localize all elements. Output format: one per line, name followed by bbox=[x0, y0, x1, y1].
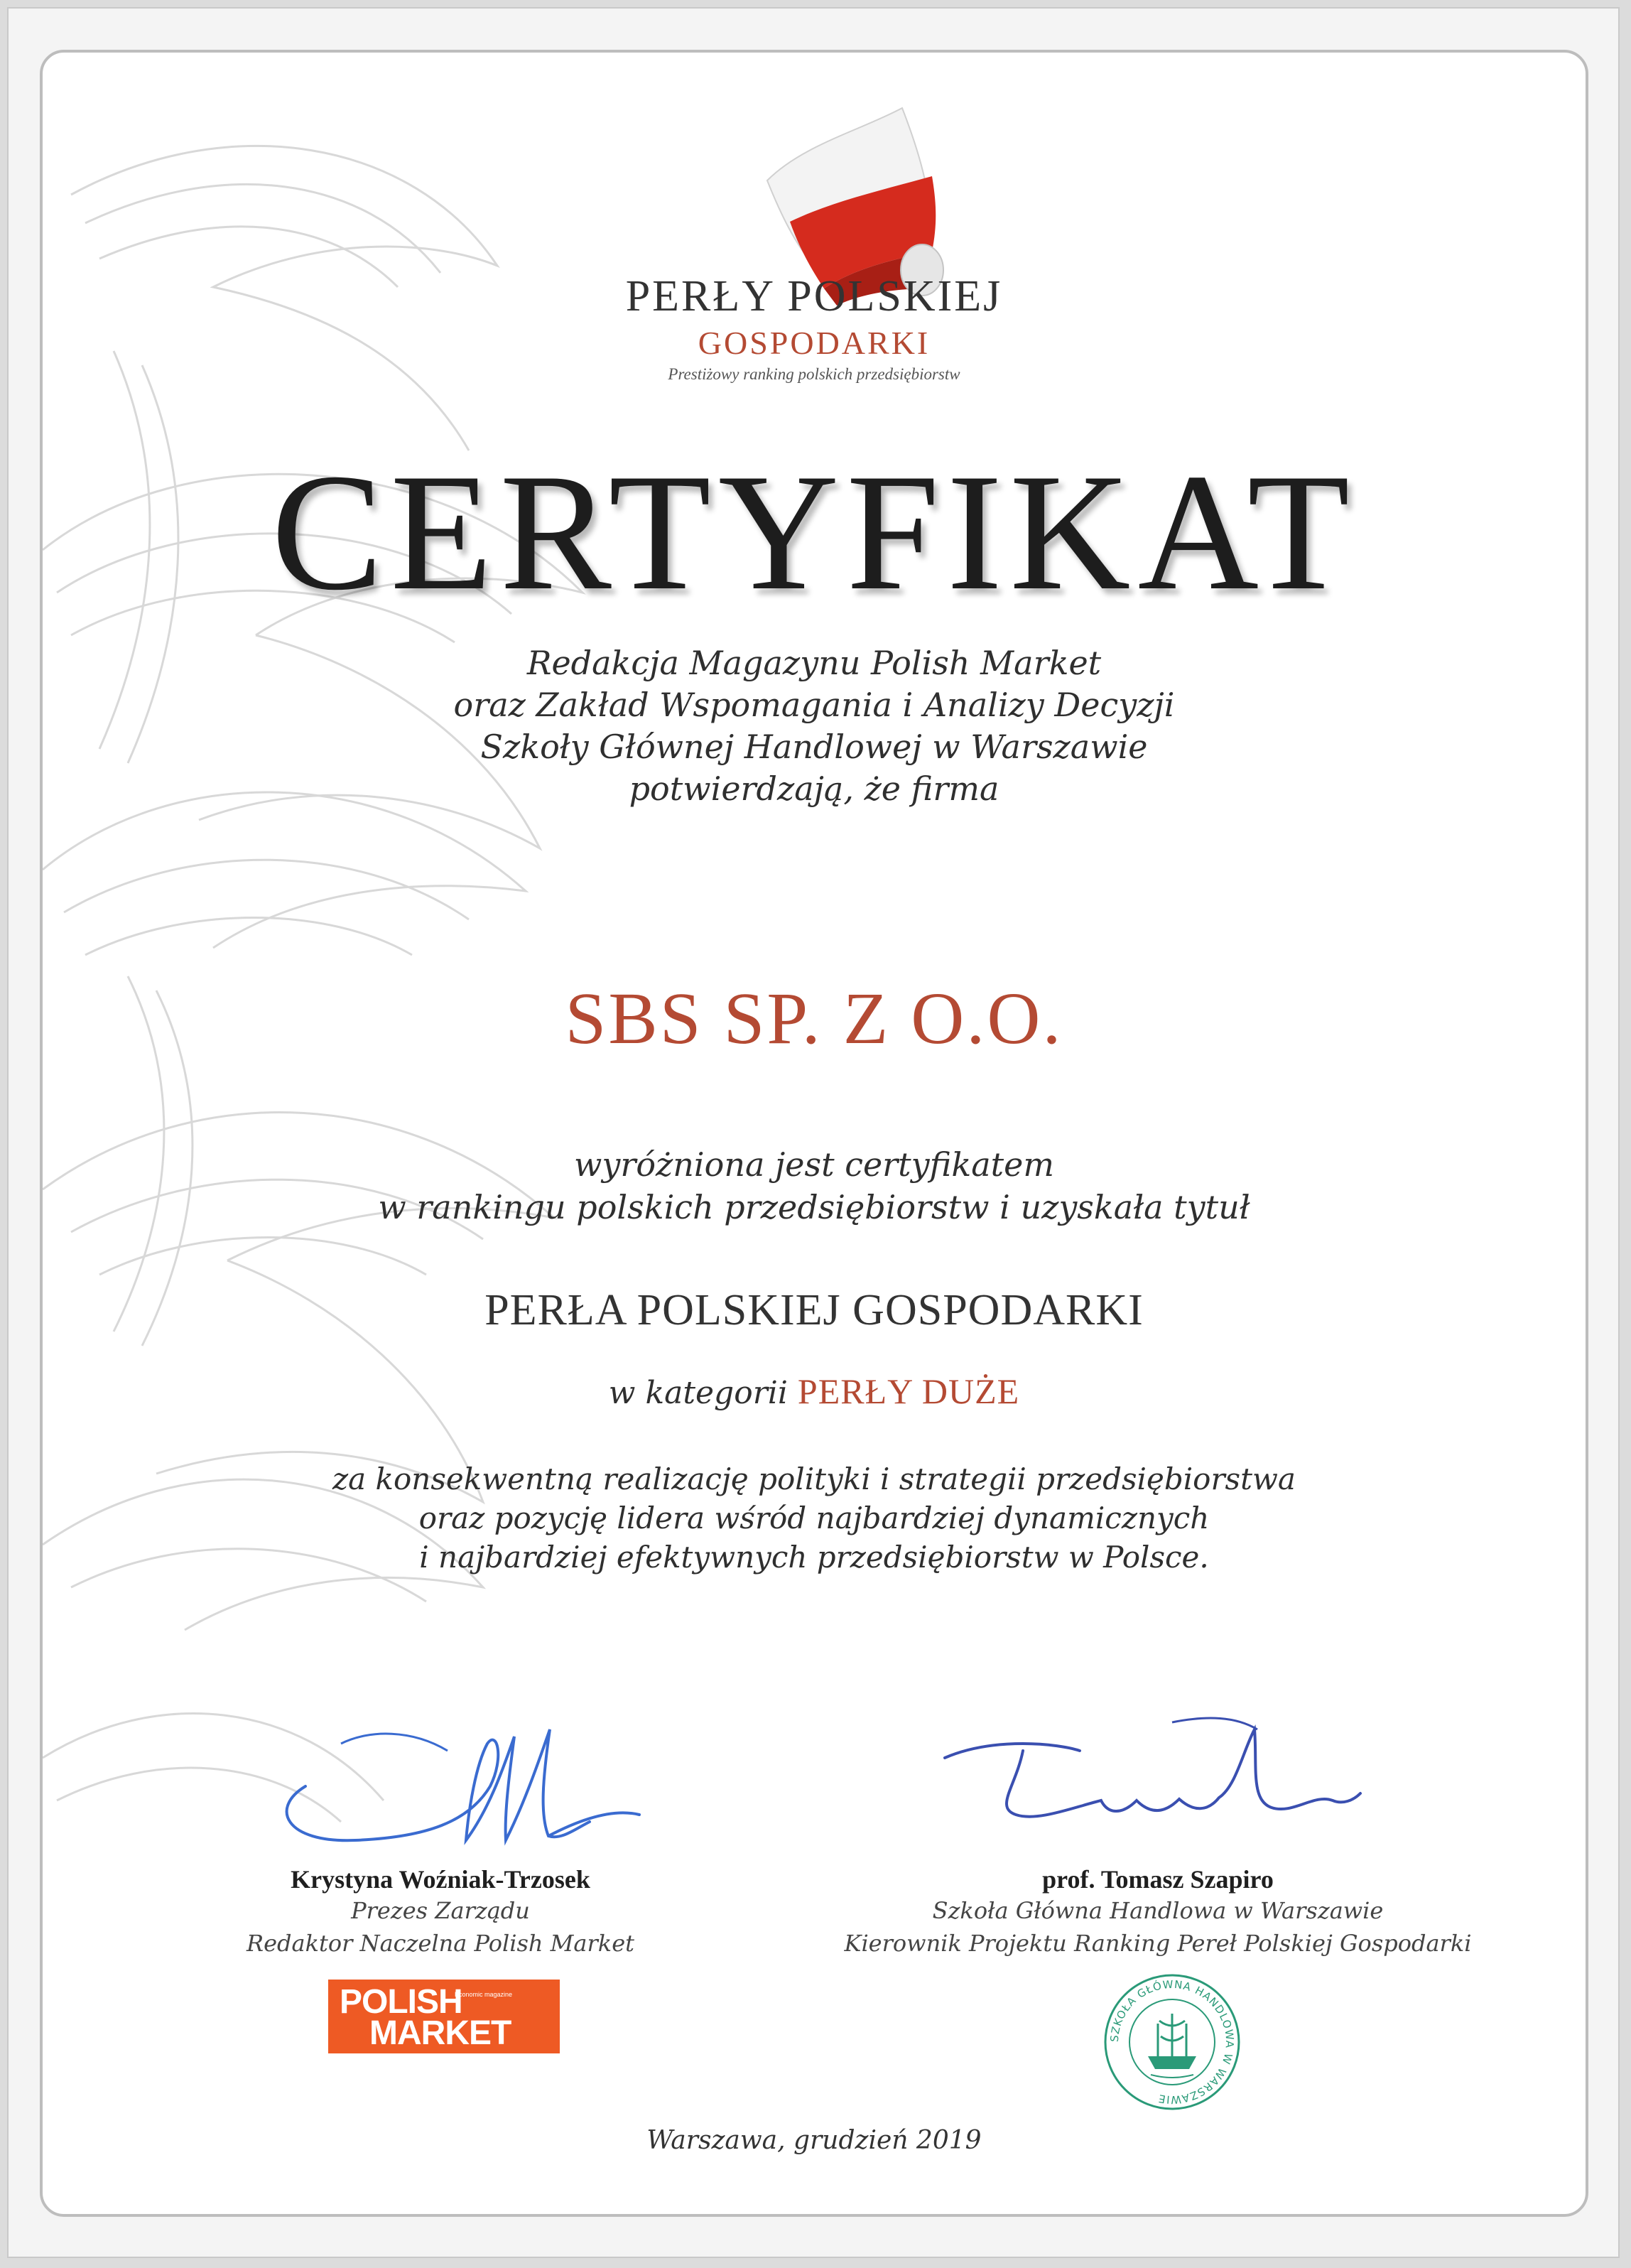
left-signatory-role: Prezes Zarządu bbox=[351, 1897, 530, 1924]
logo-tagline: Prestiżowy ranking polskich przedsiębiorstw bbox=[668, 365, 960, 383]
ranking-text bbox=[43, 1143, 1586, 1228]
award-title: PERŁA POLSKIEJ GOSPODARKI bbox=[484, 1286, 1144, 1334]
intro-line: oraz Zakład Wspomagania i Analizy Decyzji bbox=[453, 686, 1175, 724]
ranking-line: w rankingu polskich przedsiębiorstw i uzyskała tytuł bbox=[378, 1188, 1250, 1226]
left-signature bbox=[256, 1701, 654, 1864]
category-value: PERŁY DUŻE bbox=[797, 1371, 1020, 1411]
reason-line: i najbardziej efektywnych przedsiębiorstw w Polsce. bbox=[419, 1540, 1209, 1575]
certificate-title: CERTYFIKAT bbox=[271, 440, 1358, 625]
right-signature bbox=[938, 1708, 1364, 1850]
polish-market-logo-small: Economic magazine bbox=[455, 1991, 513, 1998]
left-signatory-role: Redaktor Naczelna Polish Market bbox=[246, 1930, 634, 1957]
right-signatory-role: Szkoła Główna Handlowa w Warszawie bbox=[932, 1897, 1384, 1924]
right-signatory-name: prof. Tomasz Szapiro bbox=[1042, 1865, 1274, 1894]
right-signatory bbox=[817, 1864, 1499, 1960]
category-prefix: w kategorii bbox=[608, 1375, 788, 1411]
company-name: SBS SP. Z O.O. bbox=[565, 978, 1063, 1059]
intro-line: potwierdzają, że firma bbox=[629, 770, 999, 808]
intro-line: Redakcja Magazynu Polish Market bbox=[526, 644, 1102, 682]
logo-title: PERŁY POLSKIEJ bbox=[625, 272, 1003, 320]
sgh-seal-text: SZKOŁA GŁÓWNA HANDLOWA W WARSZAWIE bbox=[1107, 1977, 1237, 2107]
place-and-date: Warszawa, grudzień 2019 bbox=[646, 2126, 982, 2155]
intro-text bbox=[43, 642, 1586, 810]
left-signatory-name: Krystyna Woźniak-Trzosek bbox=[291, 1865, 590, 1894]
certificate-card bbox=[40, 50, 1588, 2217]
intro-line: Szkoły Głównej Handlowej w Warszawie bbox=[480, 728, 1148, 766]
reason-line: za konsekwentną realizację polityki i strategii przedsiębiorstwa bbox=[332, 1462, 1296, 1496]
polish-market-logo-line1: POLISH bbox=[340, 1983, 462, 2021]
ranking-line: wyróżniona jest certyfikatem bbox=[574, 1145, 1054, 1184]
left-signatory bbox=[234, 1864, 646, 1960]
sgh-seal-icon bbox=[1101, 1971, 1243, 2113]
logo-subtitle: GOSPODARKI bbox=[698, 325, 931, 361]
reason-text bbox=[43, 1459, 1586, 1577]
reason-line: oraz pozycję lidera wśród najbardziej dynamicznych bbox=[418, 1501, 1210, 1535]
polish-market-logo-line2: MARKET bbox=[369, 2014, 511, 2052]
right-signatory-role: Kierownik Projektu Ranking Pereł Polskiej Gospodarki bbox=[844, 1930, 1472, 1957]
polish-market-logo bbox=[328, 1980, 560, 2053]
category-line bbox=[43, 1371, 1586, 1412]
